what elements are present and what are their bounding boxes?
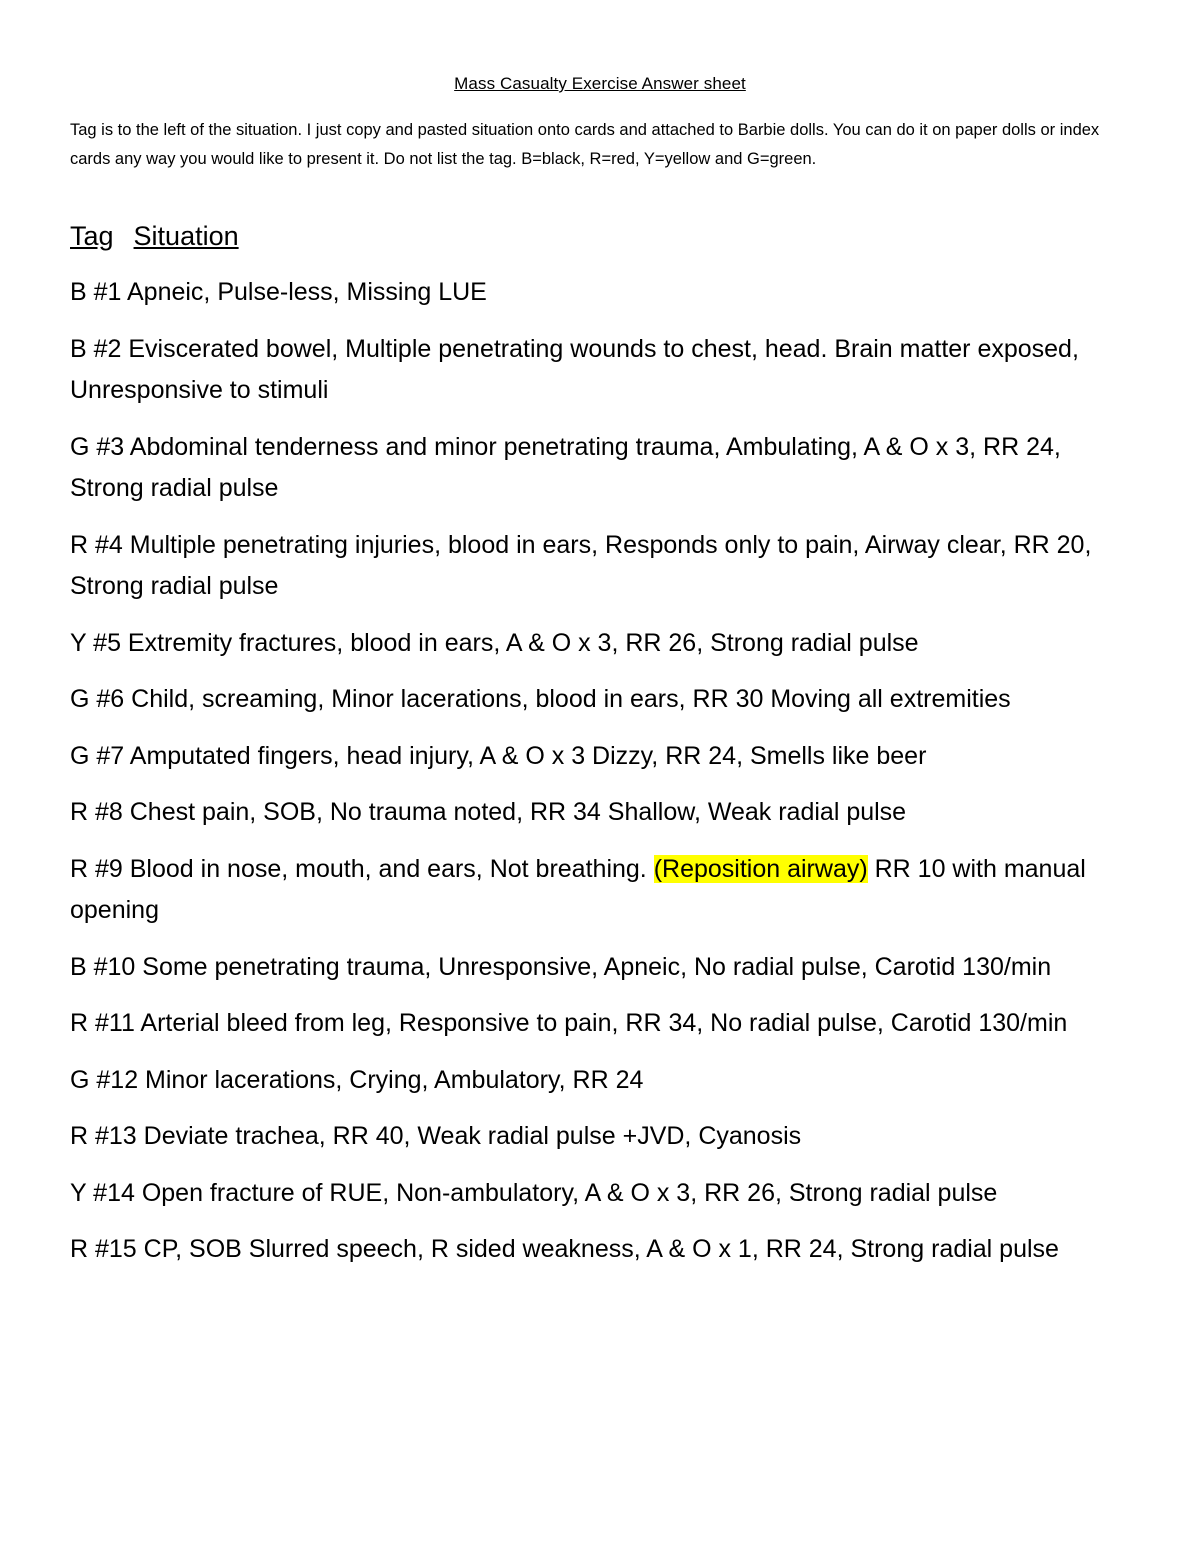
highlighted-note: (Reposition airway) [653, 854, 868, 883]
intro-paragraph: Tag is to the left of the situation. I just copy and pasted situation onto cards and attached to Barbie dolls. You can do it on paper dolls or index cards any way you would like to present it. Do not list the tag. B=black, R=red, Y=yellow and G=green. [70, 121, 1100, 168]
document-title: Mass Casualty Exercise Answer sheet [454, 74, 746, 93]
entry-text: B #1 Apneic, Pulse-less, Missing LUE [70, 278, 487, 306]
entry-text: G #12 Minor lacerations, Crying, Ambulatory, RR 24 [70, 1065, 644, 1094]
triage-entry-7 [70, 736, 1140, 778]
entry-text-continued: RR 10 with manual opening [70, 854, 1086, 924]
triage-entry-10 [70, 947, 1140, 989]
entry-text: Y #5 Extremity fractures, blood in ears, A & O x 3, RR 26, Strong radial pulse [70, 628, 919, 657]
situation-header: Situation [133, 221, 239, 251]
triage-entry-12 [70, 1060, 1140, 1102]
triage-entry-9 [70, 849, 1140, 932]
triage-entry-5 [70, 623, 1140, 665]
triage-entry-2 [70, 329, 1140, 412]
triage-entry-15 [70, 1229, 1140, 1271]
entry-text: R #15 CP, SOB Slurred speech, R sided weakness, A & O x 1, RR 24, Strong radial pulse [70, 1235, 1059, 1263]
entry-text: R #13 Deviate trachea, RR 40, Weak radial pulse +JVD, Cyanosis [70, 1122, 802, 1150]
entry-text: R #4 Multiple penetrating injuries, blood in ears, Responds only to pain, Airway clear, RR 20, Strong radial pulse [70, 530, 1092, 600]
entry-text: G #3 Abdominal tenderness and minor penetrating trauma, Ambulating, A & O x 3, RR 24, Strong radial pulse [70, 432, 1061, 502]
entry-text: B #10 Some penetrating trauma, Unresponsive, Apneic, No radial pulse, Carotid 130/min [70, 952, 1052, 981]
tag-header: Tag [70, 221, 114, 251]
entry-text: G #6 Child, screaming, Minor lacerations, blood in ears, RR 30 Moving all extremities [70, 685, 1011, 713]
entry-text: G #7 Amputated fingers, head injury, A & O x 3 Dizzy, RR 24, Smells like beer [70, 741, 927, 770]
entry-text: B #2 Eviscerated bowel, Multiple penetrating wounds to chest, head. Brain matter exposed, Unresponsive to stimuli [70, 334, 1079, 404]
column-header-row [70, 216, 239, 256]
triage-entry-1 [70, 272, 1140, 314]
triage-entry-8 [70, 792, 1140, 834]
triage-entry-4 [70, 525, 1140, 608]
entry-text: Y #14 Open fracture of RUE, Non-ambulatory, A & O x 3, RR 26, Strong radial pulse [70, 1178, 998, 1207]
triage-entry-6 [70, 679, 1140, 721]
entry-text: R #9 Blood in nose, mouth, and ears, Not breathing. [70, 854, 654, 883]
triage-entry-11 [70, 1003, 1140, 1045]
triage-entry-13 [70, 1116, 1140, 1158]
triage-entry-3 [70, 427, 1140, 510]
entry-text: R #11 Arterial bleed from leg, Responsive to pain, RR 34, No radial pulse, Carotid 130/min [70, 1009, 1068, 1037]
entry-text: R #8 Chest pain, SOB, No trauma noted, RR 34 Shallow, Weak radial pulse [70, 798, 907, 826]
triage-list [70, 272, 1140, 1286]
triage-entry-14 [70, 1173, 1140, 1215]
